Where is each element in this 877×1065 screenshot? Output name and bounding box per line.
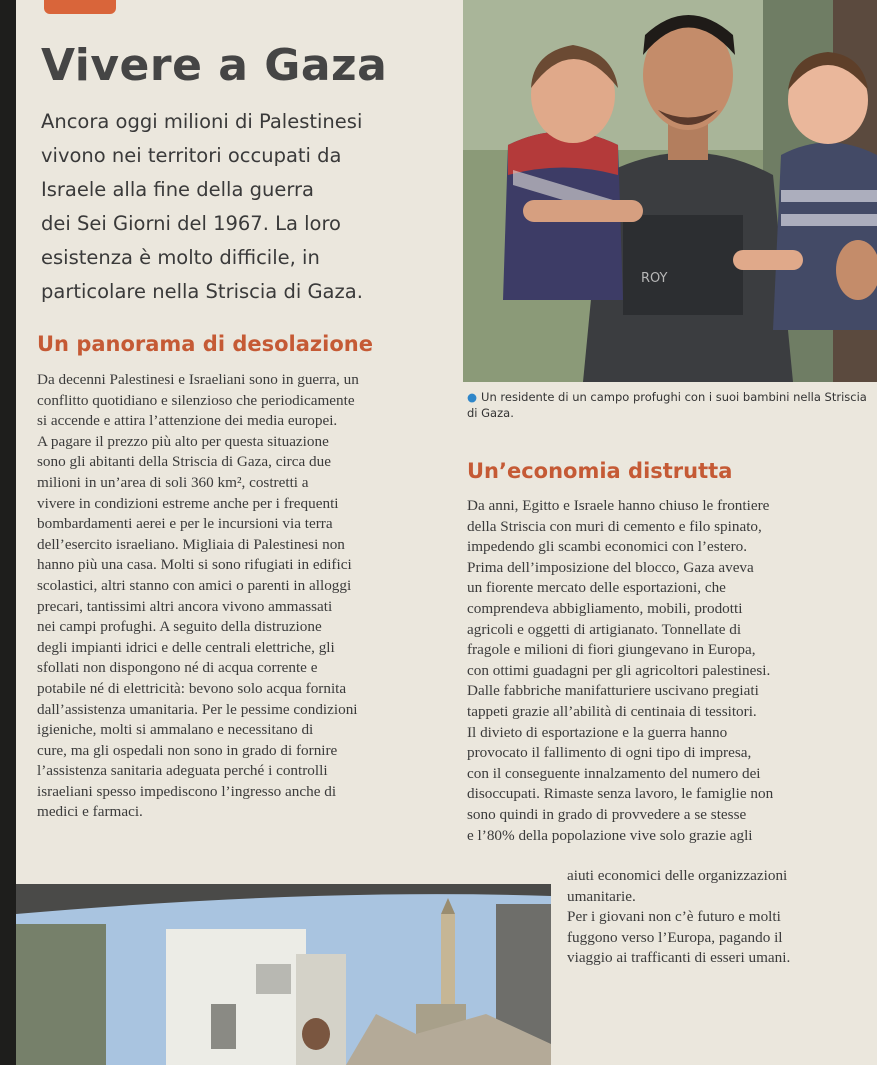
caption-text: Un residente di un campo profughi con i suoi bambini nella Striscia di Gaza.: [467, 390, 867, 420]
body-line: hanno più una casa. Molti si sono rifugiati in edifici: [37, 556, 352, 574]
ruins-photo-illustration: [16, 884, 551, 1065]
body-line: Dalle fabbriche manifatturiere uscivano pregiati: [467, 682, 759, 700]
body-line: Da decenni Palestinesi e Israeliani sono in guerra, un: [37, 371, 359, 388]
body-line: israeliani spesso impediscono l’ingresso anche di: [37, 782, 337, 800]
body-line: con il conseguente innalzamento del numero dei: [467, 764, 761, 782]
intro-line: vivono nei territori occupati da: [41, 144, 342, 167]
page-title: Vivere a Gaza: [41, 40, 388, 91]
body-line: vivere in condizioni estreme anche per i frequenti: [37, 494, 339, 512]
section-body-economia: [467, 496, 773, 846]
body-line: Prima dell’imposizione del blocco, Gaza aveva: [467, 558, 754, 576]
body-line: cure, ma gli ospedali non sono in grado di fornire: [37, 741, 338, 759]
body-line: fuggono verso l’Europa, pagando il: [567, 928, 783, 946]
body-line: scolastici, altri stanno con amici o parenti in alloggi: [37, 576, 352, 594]
body-line: medici e farmaci.: [37, 803, 143, 821]
intro-line: Israele alla fine della guerra: [41, 178, 314, 201]
body-line: precari, tantissimi altri ancora vivono ammassati: [37, 597, 333, 615]
body-line: Il divieto di esportazione e la guerra hanno: [467, 723, 728, 741]
body-line: disoccupati. Rimaste senza lavoro, le famiglie non: [467, 785, 774, 803]
body-line: sfollati non dispongono né di acqua corrente e: [37, 659, 318, 677]
intro-line: Ancora oggi milioni di Palestinesi: [41, 110, 363, 133]
body-line: umanitarie.: [567, 887, 636, 905]
section-body-economia-continued: [567, 866, 790, 969]
intro-paragraph: [41, 105, 391, 309]
chapter-tab: [44, 0, 116, 14]
body-line: milioni in un’area di soli 360 km², costretti a: [37, 473, 309, 491]
body-line: agricoli e oggetti di artigianato. Tonnellate di: [467, 620, 742, 638]
body-line: impedendo gli scambi economici con l’estero.: [467, 538, 748, 556]
body-line: Per i giovani non c’è futuro e molti: [567, 908, 781, 926]
body-line: conflitto quotidiano e silenzioso che periodicamente: [37, 391, 355, 409]
body-line: sono quindi in grado di provvedere a se stesse: [467, 805, 747, 823]
intro-line: esistenza è molto difficile, in: [41, 246, 320, 269]
body-line: aiuti economici delle organizzazioni: [567, 867, 788, 884]
body-line: e l’80% della popolazione vive solo grazie agli: [467, 826, 753, 844]
body-line: fragole e milioni di fiori giungevano in Europa,: [467, 641, 756, 659]
body-line: nei campi profughi. A seguito della distruzione: [37, 618, 322, 636]
body-line: Da anni, Egitto e Israele hanno chiuso le frontiere: [467, 497, 770, 514]
family-photo: [463, 0, 877, 382]
shirt-print: ROY: [641, 271, 668, 286]
body-line: l’assistenza sanitaria adeguata perché i controlli: [37, 762, 328, 780]
body-line: provocato il fallimento di ogni tipo di impresa,: [467, 744, 752, 762]
body-line: con ottimi guadagni per gli agricoltori palestinesi.: [467, 661, 771, 679]
body-line: igieniche, molti si ammalano e necessitano di: [37, 721, 314, 739]
body-line: dell’esercito israeliano. Migliaia di Palestinesi non: [37, 535, 345, 553]
body-line: A pagare il prezzo più alto per questa situazione: [37, 432, 329, 450]
caption-marker-icon: ●: [467, 390, 478, 404]
body-line: si accende e attira l’attenzione dei media europei.: [37, 412, 338, 430]
section-body-desolazione: [37, 370, 359, 823]
body-line: bombardamenti aerei e per le incursioni via terra: [37, 515, 333, 533]
textbook-page: [16, 0, 877, 1065]
body-line: della Striscia con muri di cemento e filo spinato,: [467, 517, 762, 535]
body-line: degli impianti idrici e delle centrali elettriche, gli: [37, 638, 335, 656]
intro-line: particolare nella Striscia di Gaza.: [41, 280, 363, 303]
body-line: sono gli abitanti della Striscia di Gaza, circa due: [37, 453, 331, 471]
ruins-photo: [16, 884, 551, 1065]
intro-line: dei Sei Giorni del 1967. La loro: [41, 212, 341, 235]
body-line: comprendeva abbigliamento, mobili, prodotti: [467, 599, 743, 617]
body-line: dall’assistenza umanitaria. Per le pessime condizioni: [37, 700, 358, 718]
family-photo-illustration: [463, 0, 877, 382]
section-heading-economia: Un’economia distrutta: [467, 459, 733, 483]
body-line: un fiorente mercato delle esportazioni, che: [467, 579, 726, 597]
section-heading-desolazione: Un panorama di desolazione: [37, 332, 373, 356]
photo-caption: [467, 389, 867, 421]
body-line: potabile né di elettricità: bevono solo acqua fornita: [37, 679, 347, 697]
body-line: viaggio ai trafficanti di esseri umani.: [567, 949, 791, 967]
body-line: tappeti grazie all’abilità di centinaia di tessitori.: [467, 702, 757, 720]
